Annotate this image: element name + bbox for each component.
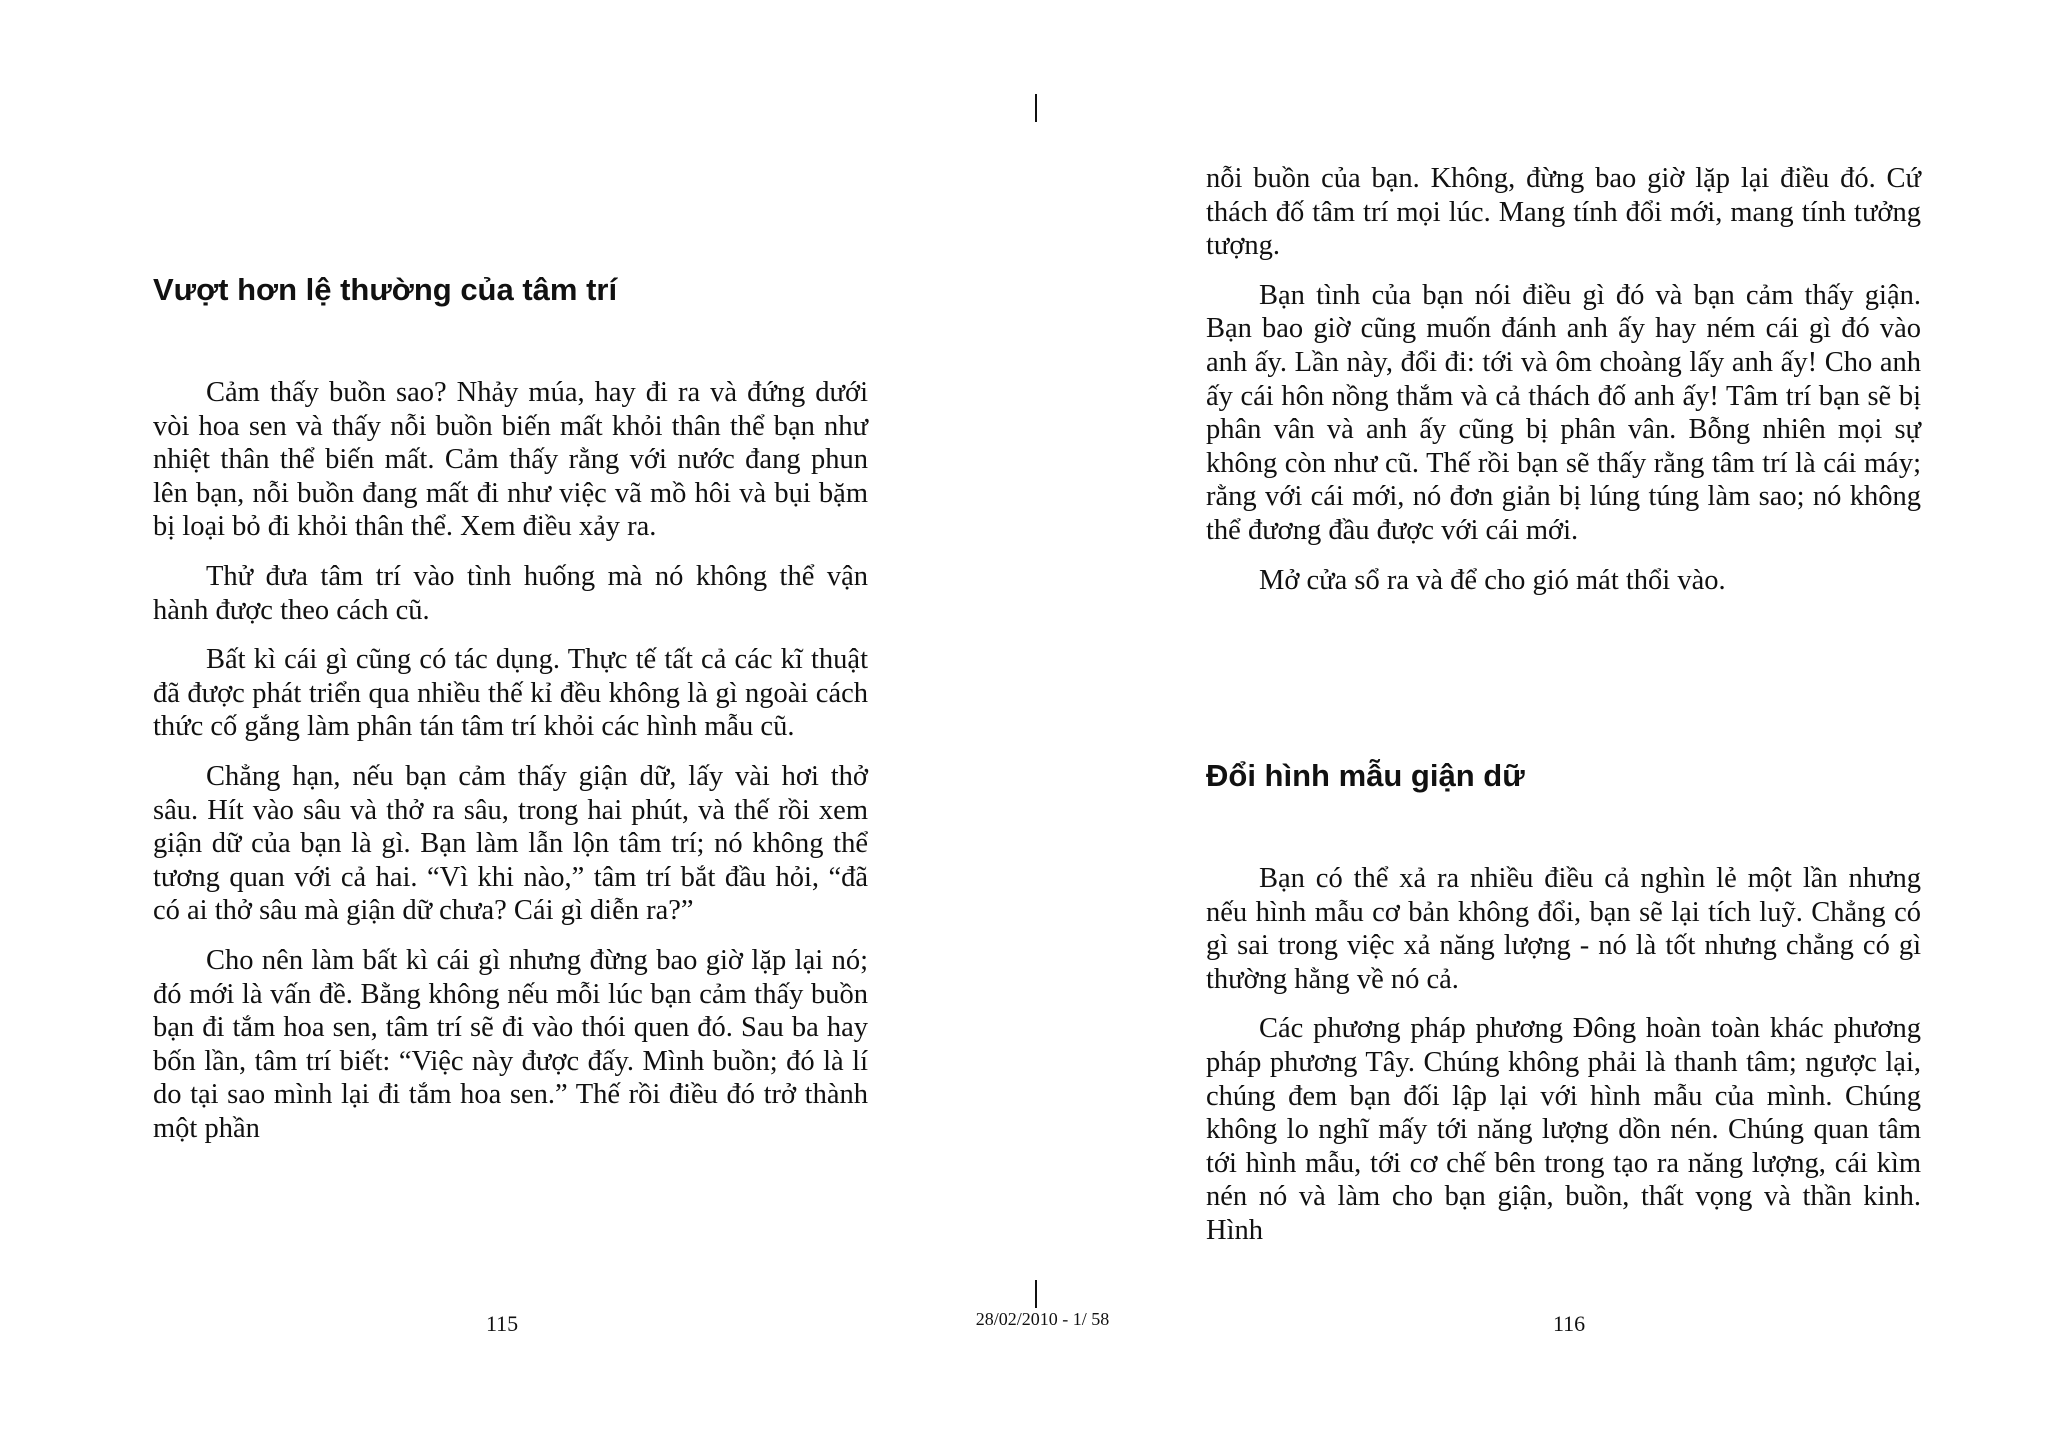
section-heading: Đổi hình mẫu giận dữ [1206, 758, 1525, 793]
paragraph-continued: nỗi buồn của bạn. Không, đừng bao giờ lặp lại điều đó. Cứ thách đố tâm trí mọi lúc. Mang tính đổi mới, mang tính tưởng tượng. [1206, 163, 1921, 262]
right-body-text-top [1206, 162, 1921, 597]
paragraph: Cảm thấy buồn sao? Nhảy múa, hay đi ra và đứng dưới vòi hoa sen và thấy nỗi buồn biến mất khỏi thân thể bạn như nhiệt thân thể biến mất. Cảm thấy rằng với nước đang phun lên bạn, nỗi buồn đang mất đi như việc vã mồ hôi và bụi bặm bị loại bỏ đi khỏi thân thể. Xem điều xảy ra. [153, 377, 868, 543]
paragraph: Bất kì cái gì cũng có tác dụng. Thực tế tất cả các kĩ thuật đã được phát triển qua nhiều thế kỉ đều không là gì ngoài cách thức cố gắng làm phân tán tâm trí khỏi các hình mẫu cũ. [153, 644, 868, 743]
paragraph: Chẳng hạn, nếu bạn cảm thấy giận dữ, lấy vài hơi thở sâu. Hít vào sâu và thở ra sâu, trong hai phút, và thế rồi xem giận dữ của bạn là gì. Bạn làm lẫn lộn tâm trí; nó không thể tương quan với cả hai. “Vì khi nào,” tâm trí bắt đầu hỏi, “đã có ai thở sâu mà giận dữ chưa? Cái gì diễn ra?” [153, 760, 868, 927]
paragraph: Bạn có thể xả ra nhiều điều cả nghìn lẻ một lần nhưng nếu hình mẫu cơ bản không đổi, bạn sẽ lại tích luỹ. Chẳng có gì sai trong việc xả năng lượng - nó là tốt nhưng chẳng có gì thường hằng về nó cả. [1206, 863, 1921, 995]
paragraph: Bạn tình của bạn nói điều gì đó và bạn cảm thấy giận. Bạn bao giờ cũng muốn đánh anh ấy hay ném cái gì đó vào anh ấy. Lần này, đổi đi: tới và ôm choàng lấy anh ấy! Cho anh ấy cái hôn nồng thắm và cả thách đố anh ấy! Tâm trí bạn sẽ bị phân vân và anh ấy cũng bị phân vân. Bỗng nhiên mọi sự không còn như cũ. Thế rồi bạn sẽ thấy rằng tâm trí là cái máy; rằng với cái mới, nó đơn giản bị lúng túng làm sao; nó không thể đương đầu được với cái mới. [1206, 279, 1921, 546]
paragraph: Các phương pháp phương Đông hoàn toàn khác phương pháp phương Tây. Chúng không phải là thanh tâm; ngược lại, chúng đem bạn đối lập lại với hình mẫu của mình. Chúng không lo nghĩ mấy tới năng lượng dồn nén. Chúng quan tâm tới hình mẫu, tới cơ chế bên trong tạo ra năng lượng, cái kìm nén nó và làm cho bạn giận, buồn, thất vọng và thần kinh. Hình [1206, 1013, 1921, 1246]
page-number-left: 115 [486, 1311, 519, 1336]
page-number-right: 116 [1553, 1311, 1586, 1336]
paragraph: Mở cửa sổ ra và để cho gió mát thổi vào. [1259, 564, 1726, 596]
paragraph: Cho nên làm bất kì cái gì nhưng đừng bao giờ lặp lại nó; đó mới là vấn đề. Bằng không nếu mỗi lúc bạn cảm thấy buồn bạn đi tắm hoa sen, tâm trí sẽ đi vào thói quen đó. Sau ba hay bốn lần, tâm trí biết: “Việc này được đấy. Mình buồn; đó là lí do tại sao mình lại đi tắm hoa sen.” Thế rồi điều đó trở thành một phần [153, 944, 868, 1144]
center-crop-mark-top [1035, 94, 1037, 122]
right-body-text-bottom [1206, 862, 1921, 1248]
print-date-footer: 28/02/2010 - 1/ 58 [975, 1309, 1110, 1329]
left-body-text [153, 376, 868, 1145]
center-crop-mark-bottom [1035, 1280, 1037, 1308]
paragraph: Thử đưa tâm trí vào tình huống mà nó không thể vận hành được theo cách cũ. [153, 560, 868, 626]
section-heading: Vượt hơn lệ thường của tâm trí [153, 272, 618, 307]
